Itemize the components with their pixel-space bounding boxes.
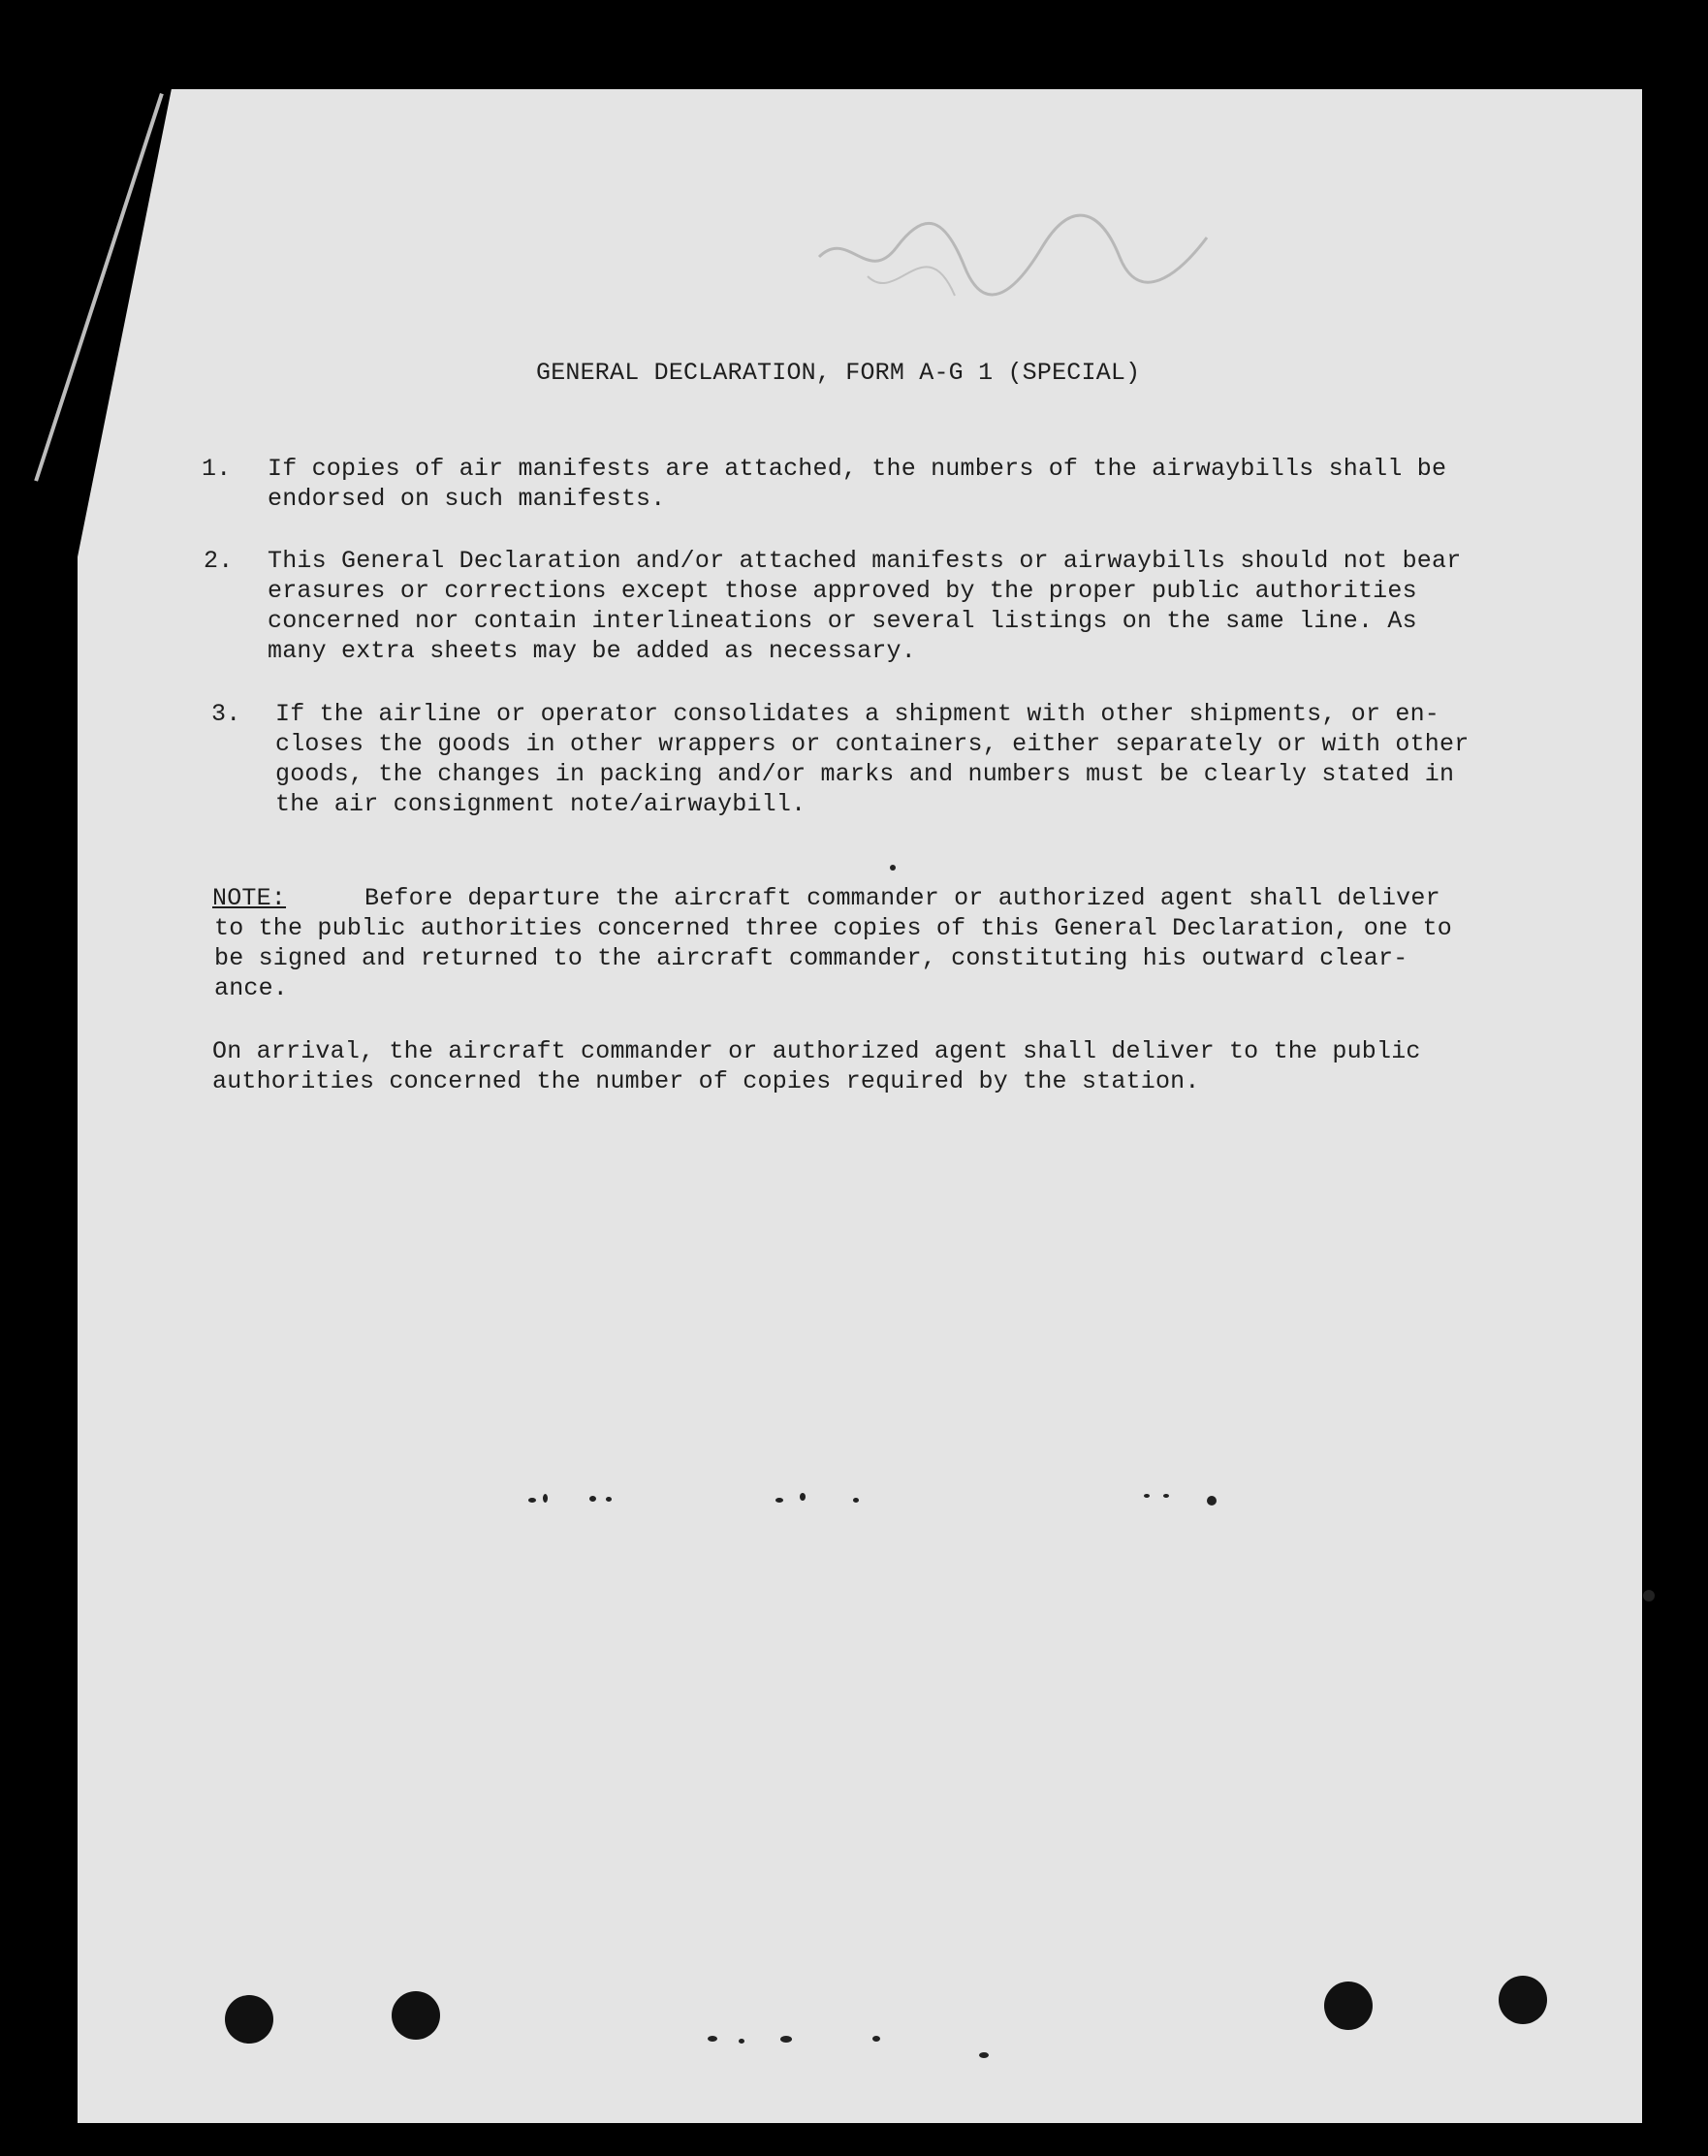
- handwritten-scribble: [809, 189, 1217, 315]
- ink-speck: [739, 2039, 744, 2044]
- note-line-4: ance.: [214, 974, 289, 1002]
- punch-hole-2: [392, 1991, 440, 2040]
- item-3-line-2: closes the goods in other wrappers or containers, either separately or with other: [275, 730, 1470, 758]
- ink-speck: [1643, 1590, 1655, 1601]
- ink-speck: [775, 1498, 783, 1503]
- ink-speck: [606, 1497, 612, 1502]
- ink-speck: [1163, 1494, 1169, 1498]
- document-title: GENERAL DECLARATION, FORM A-G 1 (SPECIAL): [536, 359, 1141, 387]
- item-2-line-4: many extra sheets may be added as necessary.: [268, 637, 916, 665]
- item-number-1: 1.: [202, 455, 232, 483]
- item-3-line-4: the air consignment note/airwaybill.: [275, 790, 807, 818]
- note-label: NOTE:: [212, 884, 287, 912]
- ink-speck: [528, 1498, 536, 1503]
- ink-speck: [979, 2052, 989, 2058]
- ink-speck: [800, 1493, 806, 1501]
- punch-hole-4: [1499, 1976, 1547, 2024]
- item-3-line-1: If the airline or operator consolidates a shipment with other shipments, or en-: [275, 700, 1439, 728]
- note-line-2: to the public authorities concerned three copies of this General Declaration, one to: [214, 914, 1453, 942]
- item-1-line-2: endorsed on such manifests.: [268, 485, 666, 513]
- ink-speck: [589, 1496, 596, 1502]
- item-number-2: 2.: [204, 547, 234, 575]
- punch-hole-1: [225, 1995, 273, 2044]
- ink-speck: [780, 2036, 792, 2043]
- ink-speck: [1207, 1496, 1217, 1506]
- ink-speck: [853, 1498, 859, 1503]
- ink-speck: [708, 2036, 717, 2042]
- item-number-3: 3.: [211, 700, 241, 728]
- ink-speck: [543, 1494, 548, 1503]
- note-line-1: Before departure the aircraft commander or authorized agent shall deliver: [364, 884, 1440, 912]
- ink-speck: [872, 2036, 880, 2042]
- item-2-line-2: erasures or corrections except those approved by the proper public authorities: [268, 577, 1417, 605]
- arrival-line-1: On arrival, the aircraft commander or authorized agent shall deliver to the public: [212, 1037, 1421, 1065]
- punch-hole-3: [1324, 1982, 1373, 2030]
- item-1-line-1: If copies of air manifests are attached, the numbers of the airwaybills shall be: [268, 455, 1447, 483]
- note-line-3: be signed and returned to the aircraft commander, constituting his outward clear-: [214, 944, 1408, 972]
- ink-speck: [1144, 1494, 1150, 1498]
- item-3-line-3: goods, the changes in packing and/or marks and numbers must be clearly stated in: [275, 760, 1455, 788]
- ink-speck: [890, 865, 896, 871]
- paper-sheet: [78, 89, 1642, 2123]
- arrival-line-2: authorities concerned the number of copies required by the station.: [212, 1067, 1200, 1095]
- item-2-line-3: concerned nor contain interlineations or several listings on the same line. As: [268, 607, 1417, 635]
- item-2-line-1: This General Declaration and/or attached manifests or airwaybills should not bear: [268, 547, 1462, 575]
